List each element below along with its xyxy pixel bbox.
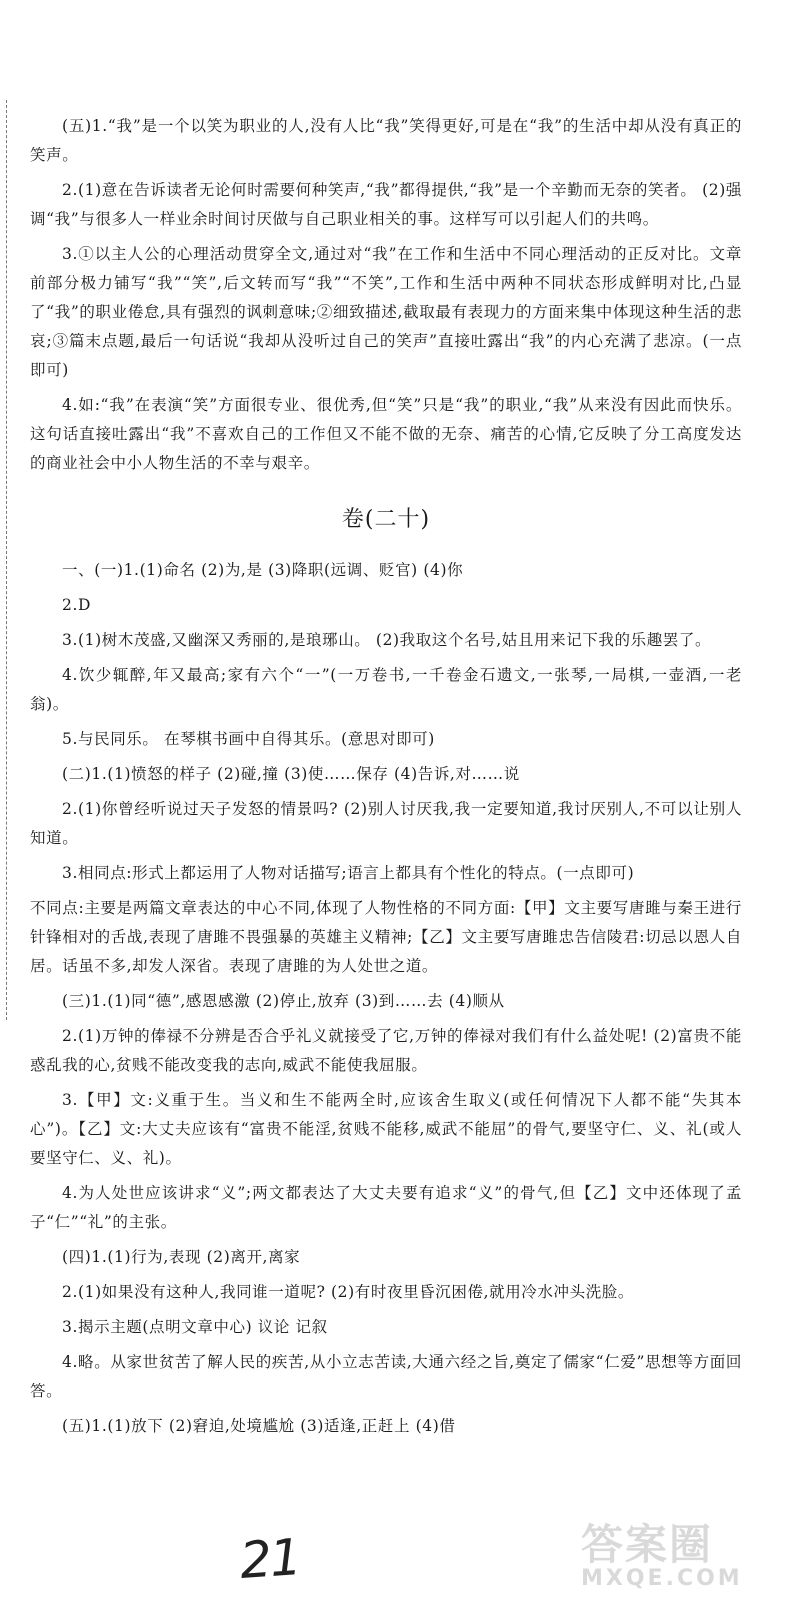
answer-1-2: 2.D: [62, 596, 92, 614]
answer-1-3: 3.(1)树木茂盛,又幽深又秀丽的,是琅琊山。 (2)我取这个名号,姑且用来记下我的乐趣罢了。: [62, 631, 712, 649]
answer-5-1: (五)1.(1)放下 (2)窘迫,处境尴尬 (3)适逢,正赶上 (4)借: [62, 1417, 456, 1435]
answer-page: [30, 112, 742, 1447]
answer-3-1: (三)1.(1)同“德”,感恩感激 (2)停止,放弃 (3)到……去 (4)顺从: [62, 992, 505, 1010]
watermark-logo: [581, 1512, 781, 1592]
answer-1-5: 5.与民同乐。 在琴棋书画中自得其乐。(意思对即可): [62, 730, 435, 748]
watermark-bottom-text: MXQE.COM: [581, 1566, 743, 1591]
answer-1-4: 4.饮少辄醉,年又最高;家有六个“一”(一万卷书,一千卷金石遗文,一张琴,一局棋,一壶酒,一老翁)。: [30, 666, 742, 713]
answer-4-4: 4.略。从家世贫苦了解人民的疾苦,从小立志苦读,大通六经之旨,奠定了儒家“仁爱”思想等方面回答。: [30, 1353, 742, 1400]
watermark-top-text: 答案圈: [581, 1520, 714, 1569]
handwritten-page-number: 21: [238, 1527, 302, 1591]
answer-2-2: 2.(1)你曾经听说过天子发怒的情景吗? (2)别人讨厌我,我一定要知道,我讨厌别人,不可以让别人知道。: [30, 800, 742, 847]
answer-4-1: (四)1.(1)行为,表现 (2)离开,离家: [62, 1248, 301, 1266]
answer-1-1: 一、(一)1.(1)命名 (2)为,是 (3)降职(远调、贬官) (4)你: [62, 561, 464, 579]
answer-5-2-top: 2.(1)意在告诉读者无论何时需要何种笑声,“我”都得提供,“我”是一个辛勤而无奈的笑者。 (2)强调“我”与很多人一样业余时间讨厌做与自己职业相关的事。这样写可以引起人们的共鸣。: [30, 181, 742, 228]
binding-dashed-line: [6, 100, 7, 1020]
answer-2-3b: 不同点:主要是两篇文章表达的中心不同,体现了人物性格的不同方面:【甲】文主要写唐雎与秦王进行针锋相对的舌战,表现了唐雎不畏强暴的英雄主义精神;【乙】文主要写唐雎忠告信陵君:切忌以恩人自居。话虽不多,却发人深省。表现了唐雎的为人处世之道。: [30, 899, 742, 975]
answer-3-2: 2.(1)万钟的俸禄不分辨是否合乎礼义就接受了它,万钟的俸禄对我们有什么益处呢! (2)富贵不能惑乱我的心,贫贱不能改变我的志向,威武不能使我屈服。: [30, 1027, 742, 1074]
answer-3-4: 4.为人处世应该讲求“义”;两文都表达了大丈夫要有追求“义”的骨气,但【乙】文中还体现了孟子“仁”“礼”的主张。: [30, 1184, 742, 1231]
section-title: 卷(二十): [341, 507, 431, 532]
answer-3-3: 3.【甲】文:义重于生。当义和生不能两全时,应该舍生取义(或任何情况下人都不能“失其本心”)。【乙】文:大丈夫应该有“富贵不能淫,贫贱不能移,威武不能屈”的骨气,要坚守仁、义、礼(或人要坚守仁、义、礼)。: [30, 1091, 742, 1167]
answer-4-3: 3.揭示主题(点明文章中心) 议论 记叙: [62, 1318, 328, 1336]
answer-2-1: (二)1.(1)愤怒的样子 (2)碰,撞 (3)使……保存 (4)告诉,对……说: [62, 765, 520, 783]
answer-5-1-top: (五)1.“我”是一个以笑为职业的人,没有人比“我”笑得更好,可是在“我”的生活中却从没有真正的笑声。: [30, 117, 742, 164]
answer-2-3a: 3.相同点:形式上都运用了人物对话描写;语言上都具有个性化的特点。(一点即可): [62, 864, 635, 882]
answer-5-4-top: 4.如:“我”在表演“笑”方面很专业、很优秀,但“笑”只是“我”的职业,“我”从来没有因此而快乐。这句话直接吐露出“我”不喜欢自己的工作但又不能不做的无奈、痛苦的心情,它反映了分工高度发达的商业社会中小人物生活的不幸与艰辛。: [30, 396, 742, 472]
answer-5-3-top: 3.①以主人公的心理活动贯穿全文,通过对“我”在工作和生活中不同心理活动的正反对比。文章前部分极力铺写“我”“笑”,后文转而写“我”“不笑”,工作和生活中两种不同状态形成鲜明对比,凸显了“我”的职业倦怠,具有强烈的讽刺意味;②细致描述,截取最有表现力的方面来集中体现这种生活的悲哀;③篇末点题,最后一句话说“我却从没听过自己的笑声”直接吐露出“我”的内心充满了悲凉。(一点即可): [30, 245, 742, 379]
answer-4-2: 2.(1)如果没有这种人,我同谁一道呢? (2)有时夜里昏沉困倦,就用冷水冲头洗脸。: [62, 1283, 634, 1301]
